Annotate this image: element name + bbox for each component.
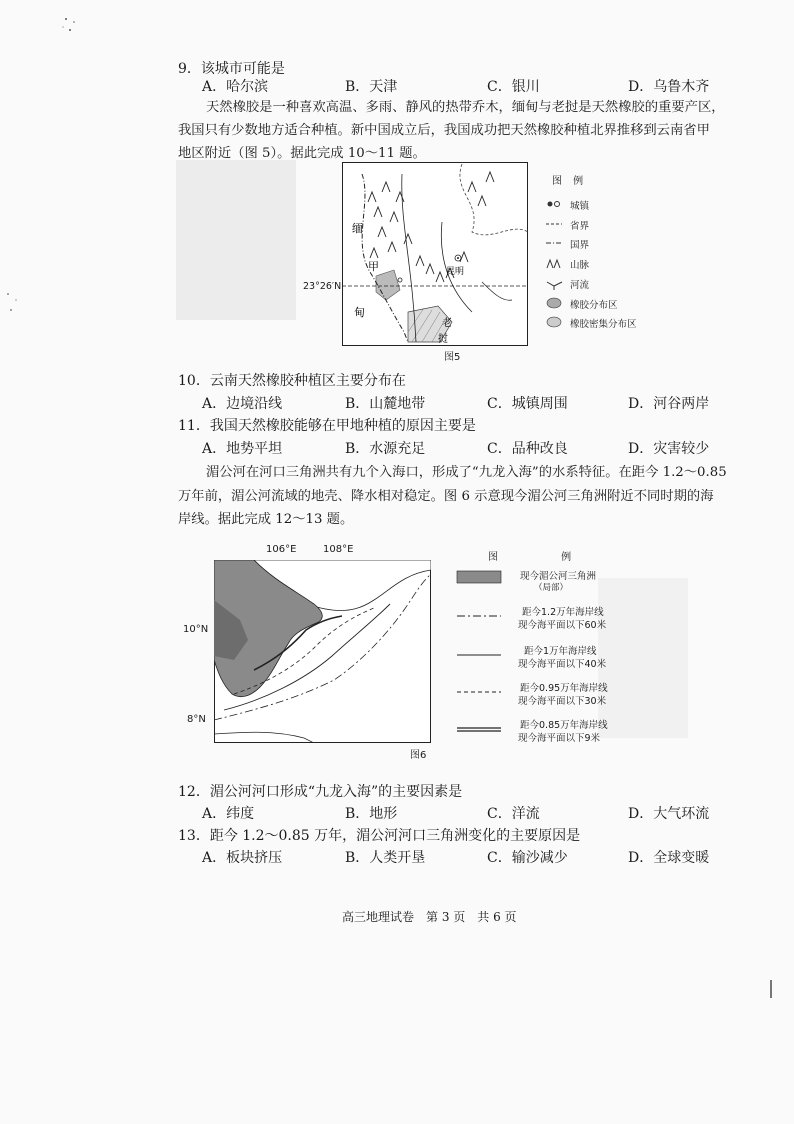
- fig5-legend: [546, 172, 666, 332]
- fig5-legend-symbols: [546, 172, 566, 332]
- figure-6: [214, 560, 431, 743]
- q9-option-d[interactable]: D．乌鲁木齐: [628, 79, 710, 95]
- fig6-legend-4-l1: 距今0.85万年海岸线: [520, 720, 608, 731]
- intro1-line1: 天然橡胶是一种喜欢高温、多雨、静风的热带乔木，缅甸与老挝是天然橡胶的重要产区，: [206, 100, 725, 115]
- q11-option-c[interactable]: C．品种改良: [487, 441, 568, 457]
- fig6-caption: 图6: [410, 750, 427, 761]
- q9-option-b[interactable]: B．天津: [345, 79, 398, 95]
- legend-mountain: 山脉: [570, 260, 590, 271]
- q9-option-c[interactable]: C．银川: [487, 79, 540, 95]
- fig5-legend-title: 图 例: [552, 176, 588, 187]
- fig6-legend-2-l1: 距今1万年海岸线: [524, 646, 597, 657]
- fig5-lat-label: 23°26′N: [303, 281, 342, 292]
- intro1-line3: 地区附近（图 5）。据此完成 10～11 题。: [178, 146, 426, 161]
- q11-option-b[interactable]: B．水源充足: [345, 441, 426, 457]
- q10-option-a[interactable]: A．边境沿线: [202, 396, 283, 412]
- q11-option-a[interactable]: A．地势平坦: [202, 441, 283, 457]
- label-wo: 挝: [438, 334, 448, 345]
- fig6-lon-108: 108°E: [323, 544, 354, 555]
- fig6-legend-4-l2: 现今海平面以下9米: [518, 733, 601, 744]
- label-kunming: 昆明: [446, 267, 465, 277]
- q10-option-c[interactable]: C．城镇周围: [487, 396, 568, 412]
- fig6-legend-2-l2: 现今海平面以下40米: [518, 659, 607, 670]
- q11-stem: 11．我国天然橡胶能够在甲地种植的原因主要是: [178, 418, 476, 434]
- label-jia: 甲: [368, 260, 379, 273]
- legend-province-border: 省界: [570, 221, 590, 232]
- q13-option-a[interactable]: A．板块挤压: [202, 850, 283, 866]
- q12-option-b[interactable]: B．地形: [345, 806, 398, 822]
- q9-option-a[interactable]: A．哈尔滨: [202, 79, 269, 95]
- q12-option-c[interactable]: C．洋流: [487, 806, 540, 822]
- label-lao: 老: [442, 318, 452, 329]
- legend-river: 河流: [570, 280, 590, 291]
- fig6-legend: [452, 566, 622, 746]
- fig6-legend-0-l2: （局部）: [534, 583, 569, 593]
- fig6-legend-title: 图 例: [488, 552, 602, 563]
- intro1-line2: 我国只有少数地方适合种植。新中国成立后，我国成功把天然橡胶种植北界推移到云南省甲: [178, 123, 710, 138]
- q10-option-b[interactable]: B．山麓地带: [345, 396, 426, 412]
- fig6-legend-3-l2: 现今海平面以下30米: [518, 696, 607, 707]
- fig6-legend-3-l1: 距今0.95万年海岸线: [520, 683, 608, 694]
- q9-stem: 9．该城市可能是: [178, 61, 285, 77]
- bleed-through-left: [176, 160, 296, 320]
- q11-option-d[interactable]: D．灾害较少: [628, 441, 710, 457]
- fig6-lat-10: 10°N: [183, 624, 209, 635]
- scan-mark-top-left: [60, 14, 80, 34]
- intro2-line2: 万年前，湄公河流域的地壳、降水相对稳定。图 6 示意现今湄公河三角洲附近不同时期的海: [178, 489, 714, 504]
- fig5-caption: 图5: [444, 352, 461, 363]
- legend-rubber-dense: 橡胶密集分布区: [570, 319, 637, 330]
- page-footer: 高三地理试卷 第 3 页 共 6 页: [342, 910, 517, 924]
- fig6-lat-8: 8°N: [187, 714, 206, 725]
- intro2-line3: 岸线。据此完成 12～13 题。: [178, 512, 354, 527]
- figure-6-map: [214, 560, 431, 743]
- legend-country-border: 国界: [570, 240, 590, 251]
- q13-option-b[interactable]: B．人类开垦: [345, 850, 426, 866]
- q13-option-d[interactable]: D．全球变暖: [628, 850, 710, 866]
- q13-stem: 13．距今 1.2～0.85 万年，湄公河河口三角洲变化的主要原因是: [178, 828, 581, 844]
- scan-mark-right: [770, 980, 772, 998]
- fig6-legend-symbols: [452, 566, 512, 746]
- label-dian: 甸: [354, 306, 365, 319]
- q12-option-a[interactable]: A．纬度: [202, 806, 255, 822]
- q10-stem: 10．云南天然橡胶种植区主要分布在: [178, 373, 406, 389]
- scan-mark-left: [2, 288, 26, 318]
- fig6-legend-1-l2: 现今海平面以下60米: [518, 620, 607, 631]
- label-mian: 缅: [352, 222, 363, 235]
- figure-5: [342, 162, 528, 346]
- q10-option-d[interactable]: D．河谷两岸: [628, 396, 710, 412]
- legend-town: 城镇: [570, 201, 590, 212]
- q12-option-d[interactable]: D．大气环流: [628, 806, 710, 822]
- fig6-legend-1-l1: 距今1.2万年海岸线: [522, 607, 604, 618]
- q12-stem: 12．湄公河河口形成“九龙入海”的主要因素是: [178, 784, 463, 800]
- figure-5-map: [342, 162, 528, 346]
- q13-option-c[interactable]: C．输沙减少: [487, 850, 568, 866]
- intro2-line1: 湄公河在河口三角洲共有九个入海口，形成了“九龙入海”的水系特征。在距今 1.2～0.85: [206, 465, 727, 480]
- fig6-legend-0-l1: 现今湄公河三角洲: [520, 571, 597, 582]
- legend-rubber-area: 橡胶分布区: [570, 300, 618, 311]
- fig6-lon-106: 106°E: [266, 544, 297, 555]
